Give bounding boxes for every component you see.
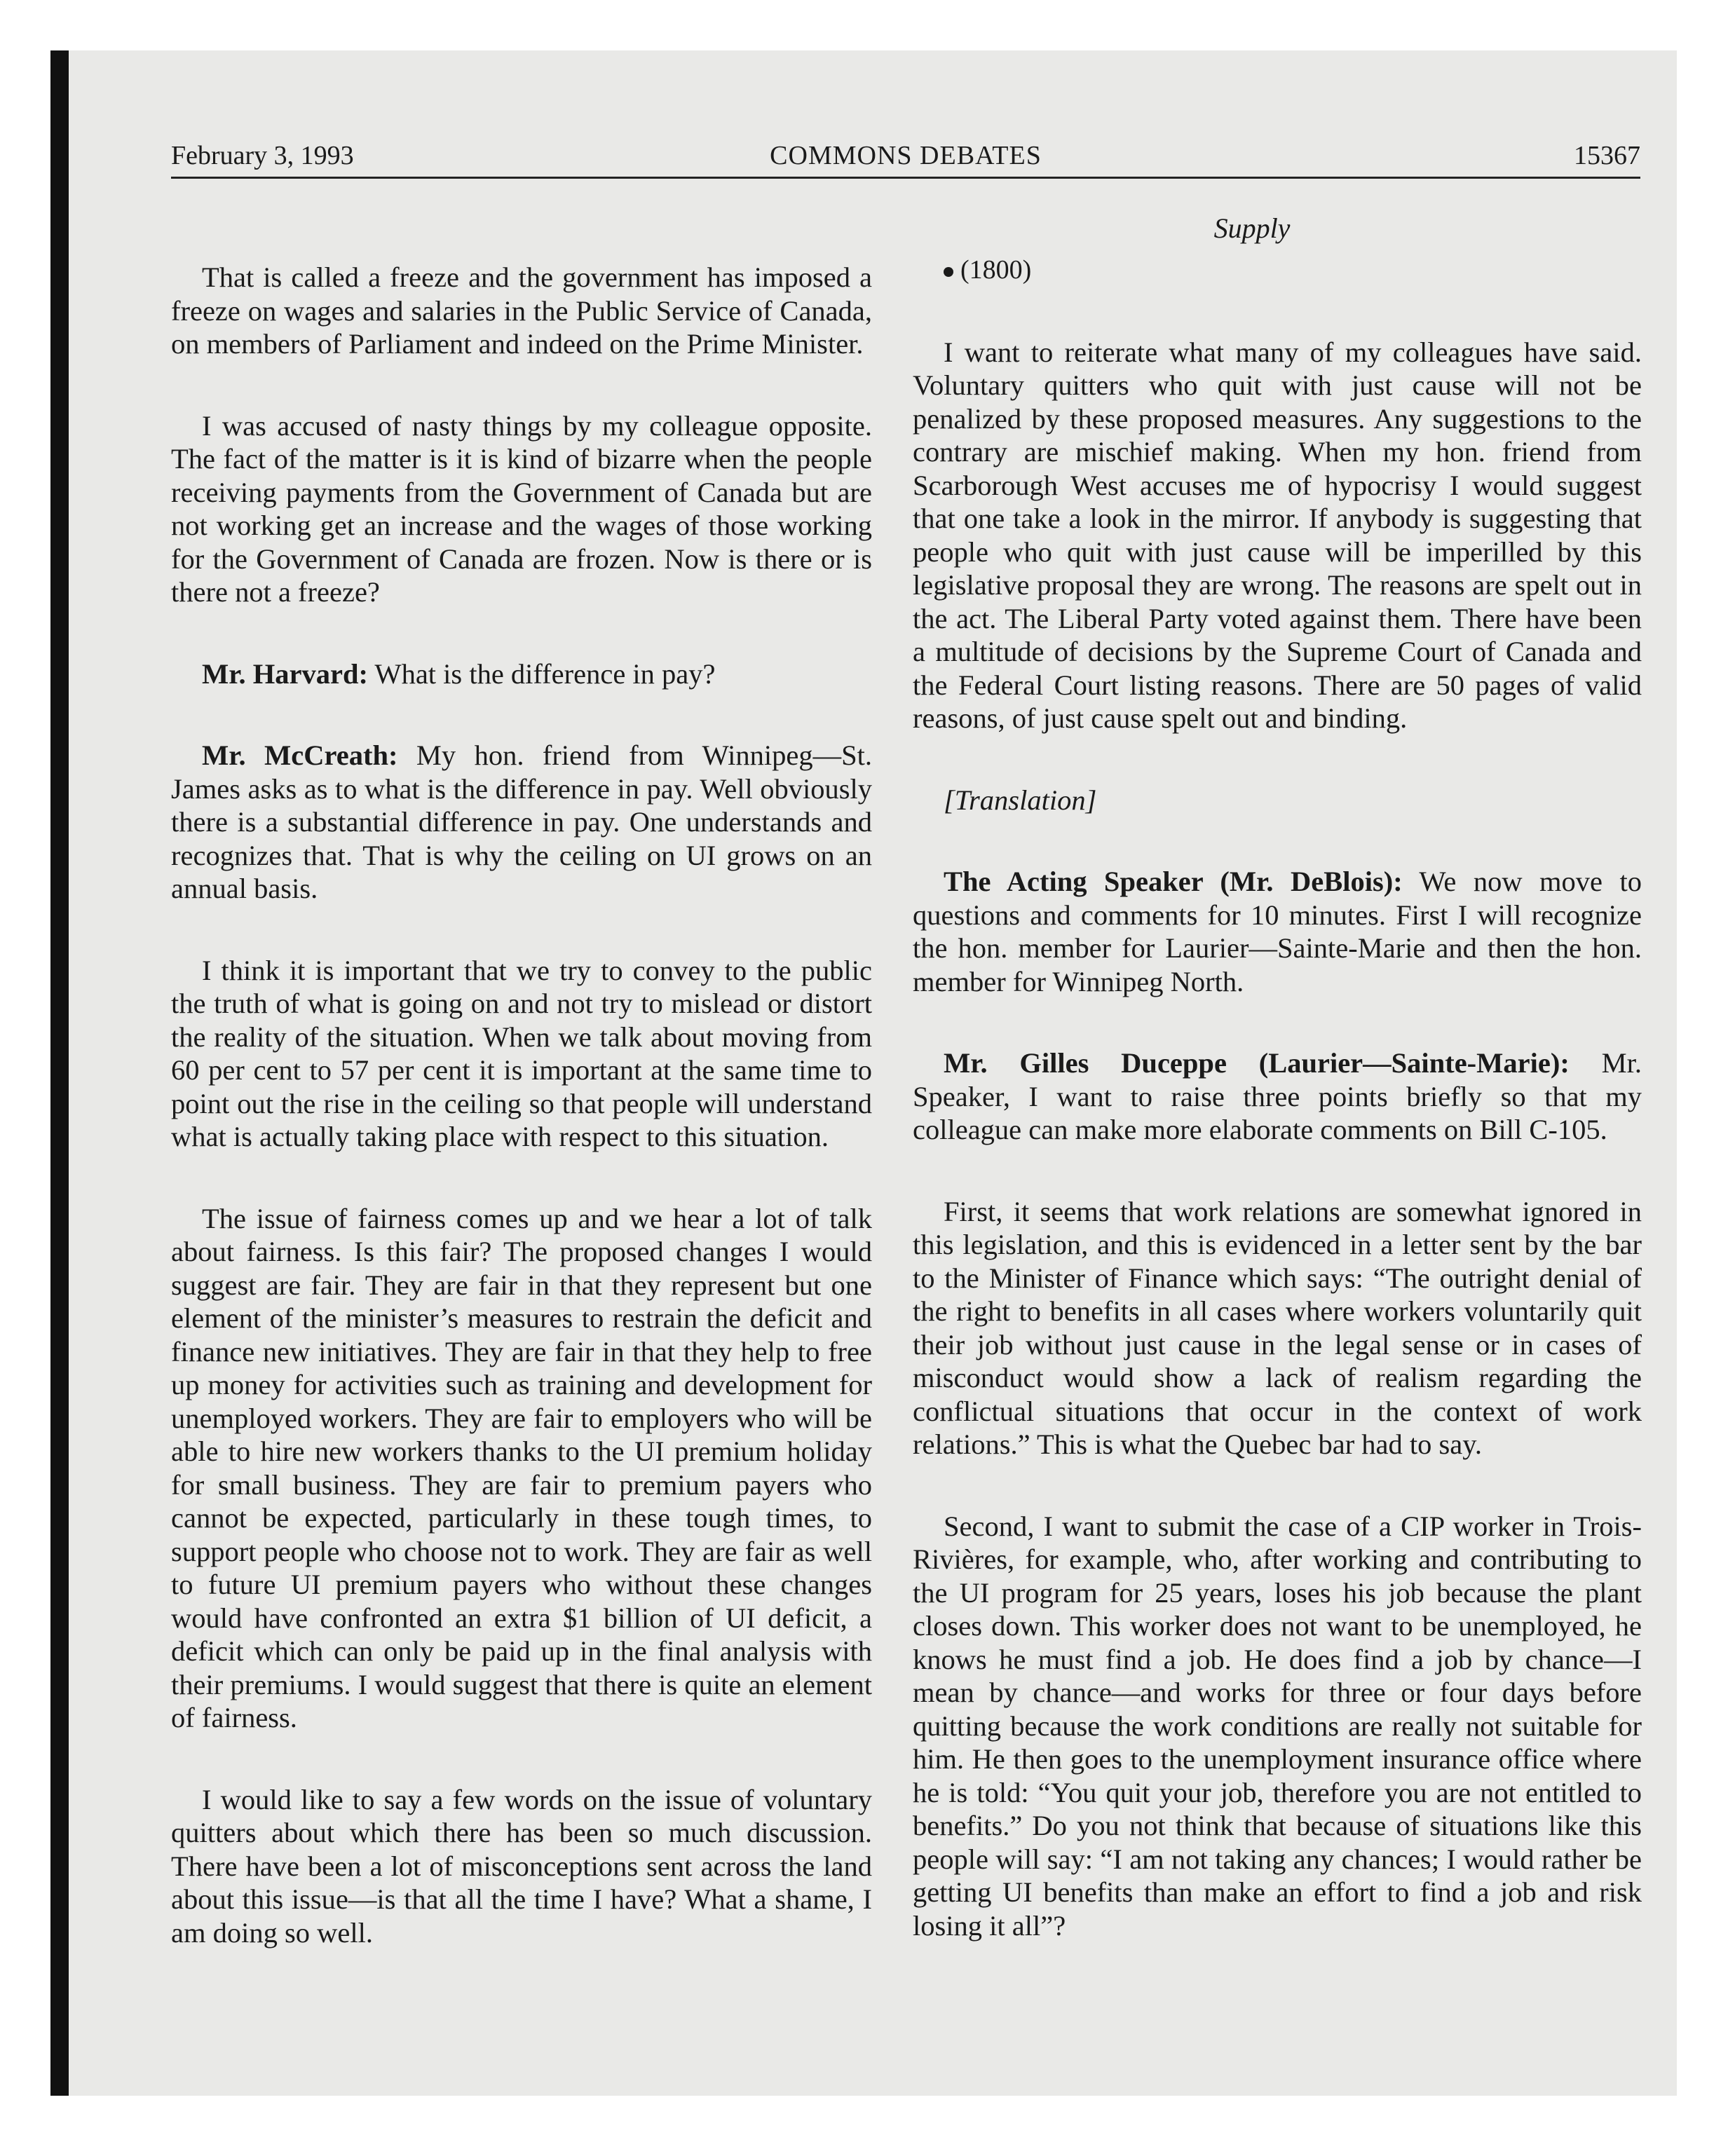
speech-text: What is the difference in pay? (367, 657, 716, 690)
paragraph: I would like to say a few words on the issue of voluntary quitters about which there has been so much discussion. There have been a lot of misconceptions sent across the land about this issue—is that all the time I have? What a shame, I am doing so well. (171, 1783, 872, 1949)
speech-paragraph (913, 865, 1642, 998)
paragraph: I want to reiterate what many of my colleagues have said. Voluntary quitters who quit with just cause will not be penalized by these proposed measures. Any suggestions to the contrary are mischief making. When my hon. friend from Scarborough West accuses me of hypocrisy I would suggest that one take a look in the mirror. If anybody is suggesting that people who quit with just cause will be imperilled by this legislative proposal they are wrong. The reasons are spelt out in the act. The Liberal Party voted against them. There have been a multitude of decisions by the Supreme Court of Canada and the Federal Court listing reasons. There are 50 pages of valid reasons, of just cause spelt out and binding. (913, 336, 1642, 734)
page-header (171, 135, 1640, 179)
speech-text: My hon. friend from Winnipeg—St. James asks as to what is the difference in pay. Well obviously there is a substantial difference in pay. One understands and recognizes that. That is why the ceiling on UI grows on an annual basis. (171, 739, 872, 904)
speech-text: We now move to questions and comments for 10 minutes. First I will recognize the hon. member for Laurier—Sainte-Marie and then the hon. member for Winnipeg North. (913, 866, 1642, 997)
timestamp-marker (913, 254, 1642, 287)
speaker-name: The Acting Speaker (Mr. DeBlois): (944, 866, 1403, 897)
paragraph: Second, I want to submit the case of a CIP worker in Trois-Rivières, for example, who, after working and contributing to the UI program for 25 years, loses his job because the plant closes down. This worker does not want to be unemployed, he knows he must find a job. He does find a job by chance—I mean by chance—and works for three or four days before quitting because the work conditions are really not suitable for him. He then goes to the unemployment insurance office where he is told: “You quit your job, therefore you are not entitled to benefits.” Do you not think that because of situations like this people will say: “I am not taking any chances; I would rather be getting UI benefits than make an effort to find a job and risk losing it all”? (913, 1510, 1642, 1942)
right-column (913, 254, 1642, 1991)
paragraph: I was accused of nasty things by my colleague opposite. The fact of the matter is it is kind of bizarre when the people receiving payments from the Government of Canada but are not working get an increase and the wages of those working for the Government of Canada are frozen. Now is there or is there not a freeze? (171, 409, 872, 608)
paragraph: That is called a freeze and the government has imposed a freeze on wages and salaries in the Public Service of Canada, on members of Parliament and indeed on the Prime Minister. (171, 261, 872, 360)
left-column (171, 261, 872, 1998)
bullet-icon (944, 267, 953, 277)
scanned-page (50, 50, 1677, 2096)
speech-paragraph (913, 1046, 1642, 1147)
speech-paragraph (171, 657, 872, 691)
speaker-name: Mr. Harvard: (202, 657, 368, 690)
speaker-name: Mr. McCreath: (202, 739, 398, 771)
timestamp-text: (1800) (960, 255, 1032, 285)
header-page-number: 15367 (1574, 141, 1640, 170)
paragraph: The issue of fairness comes up and we hear a lot of talk about fairness. Is this fair? The proposed changes I would suggest are fair. They are fair in that they represent but one element of the minister’s measures to restrain the deficit and finance new initiatives. They are fair in that they help to free up money for activities such as training and development for unemployed workers. They are fair to employers who will be able to hire new workers thanks to the UI premium holiday for small business. They are fair to premium payers who cannot be expected, particularly in these tough times, to support people who choose not to work. They are fair as well to future UI premium payers who without these changes would have confronted an extra $1 billion of UI deficit, a deficit which can only be paid up in the final analysis with their premiums. I would suggest that there is quite an element of fairness. (171, 1202, 872, 1733)
paragraph: I think it is important that we try to convey to the public the truth of what is going on and not try to mislead or distort the reality of the situation. When we talk about moving from 60 per cent to 57 per cent it is important at the same time to point out the rise in the ceiling so that people will understand what is actually taking place with respect to this situation. (171, 954, 872, 1152)
translation-marker: [Translation] (944, 784, 1097, 816)
paragraph: First, it seems that work relations are somewhat ignored in this legislation, and this is evidenced in a letter sent by the bar to the Minister of Finance which says: “The outright denial of the right to benefits in all cases where workers voluntarily quit their job without just cause in the legal sense or in cases of misconduct would show a lack of realism regarding the conflictual situations that occur in the context of work relations.” This is what the Quebec bar had to say. (913, 1195, 1642, 1460)
speaker-name: Mr. Gilles Duceppe (Laurier—Sainte-Marie): (944, 1047, 1570, 1079)
speech-text: Mr. Speaker, I want to raise three points briefly so that my colleague can make more elaborate comments on Bill C-105. (913, 1047, 1642, 1145)
section-title: Supply (1213, 212, 1291, 244)
speech-paragraph (171, 739, 872, 906)
header-journal-title: COMMONS DEBATES (770, 141, 1042, 170)
header-date: February 3, 1993 (171, 141, 354, 170)
